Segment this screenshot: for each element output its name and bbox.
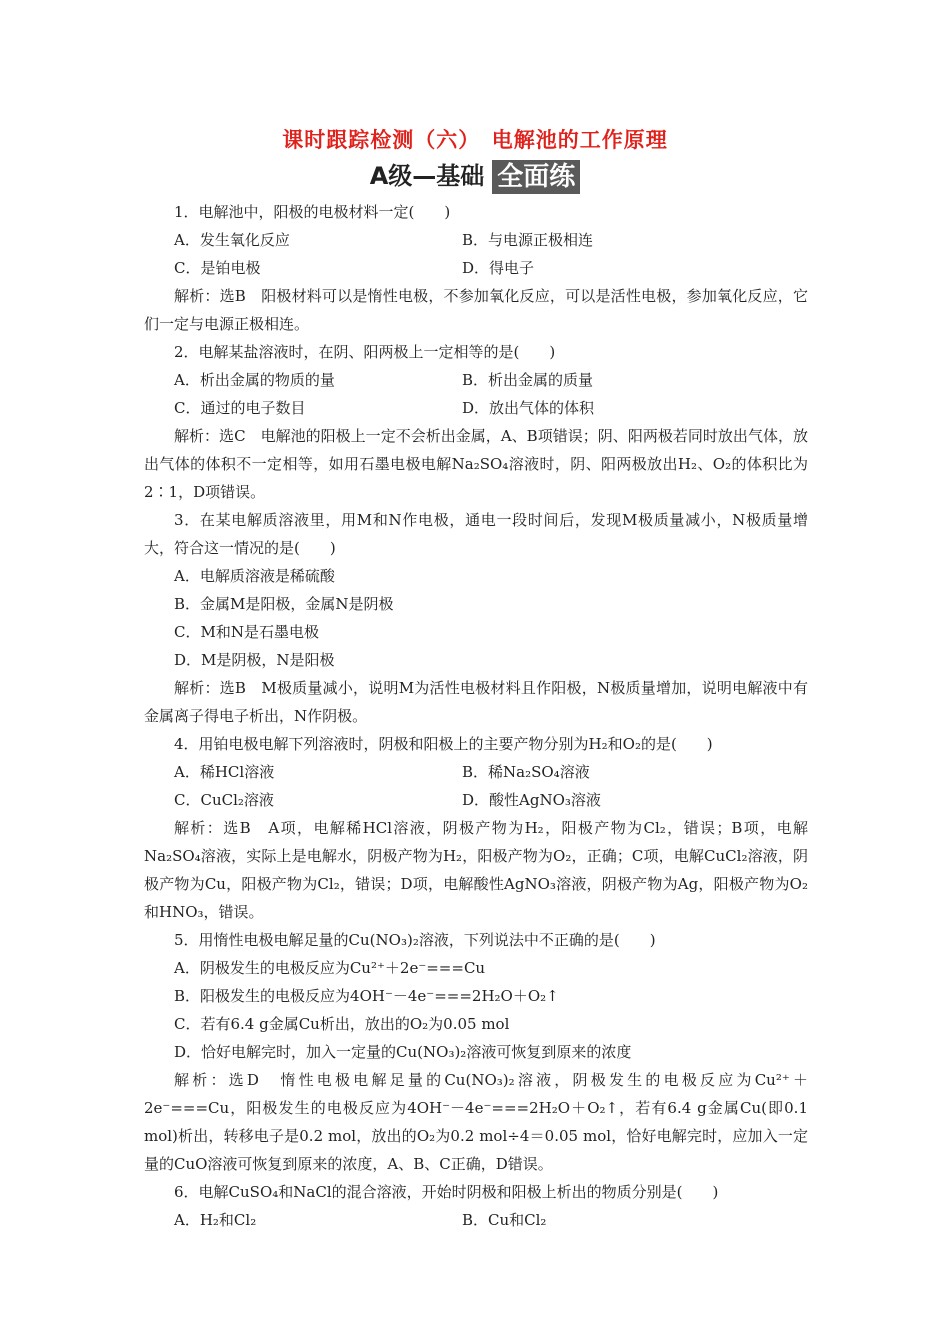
option-b: B．金属M是阳极，金属N是阴极 [174,595,394,613]
question-4-options-row-1 [144,758,808,786]
question-4-stem: 4．用铂电极电解下列溶液时，阴极和阳极上的主要产物分别为H₂和O₂的是( ) [174,735,713,753]
question-4-analysis: 解析：选B A项，电解稀HCl溶液，阴极产物为H₂，阳极产物为Cl₂，错误；B项，电解Na₂SO₄溶液，实际上是电解水，阴极产物为H₂，阳极产物为O₂，正确；C项，电解CuCl₂溶液，阴极产物为Cu，阳极产物为Cl₂，错误；D项，电解酸性AgNO₃溶液，阴极产物为Ag，阳极产物为O₂和HNO₃，错误。 [144,819,808,921]
option-a: A．稀HCl溶液 [174,763,275,781]
question-3-stem: 3．在某电解质溶液里，用M和N作电极，通电一段时间后，发现M极质量减小，N极质量增大，符合这一情况的是( ) [144,511,808,557]
option-b: B．阳极发生的电极反应为4OH⁻－4e⁻===2H₂O＋O₂↑ [174,987,559,1005]
option-d: D．酸性AgNO₃溶液 [462,791,601,809]
option-b: B．Cu和Cl₂ [462,1211,547,1229]
level-prefix: A级—基础 [369,162,485,190]
option-c: C．M和N是石墨电极 [174,623,319,641]
question-3-analysis: 解析：选B M极质量减小，说明M为活性电极材料且作阳极，N极质量增加，说明电解液中有金属离子得电子析出，N作阴极。 [144,679,808,725]
option-d: D．得电子 [462,259,535,277]
option-a: A．发生氧化反应 [174,231,290,249]
level-badge: 全面练 [492,160,580,194]
option-d: D．恰好电解完时，加入一定量的Cu(NO₃)₂溶液可恢复到原来的浓度 [174,1043,632,1061]
option-a: A．析出金属的物质的量 [174,371,335,389]
question-1-stem: 1．电解池中，阳极的电极材料一定( ) [174,203,451,221]
question-5-analysis: 解析：选D 惰性电极电解足量的Cu(NO₃)₂溶液，阴极发生的电极反应为Cu²⁺＋2e⁻===Cu，阳极发生的电极反应为4OH⁻－4e⁻===2H₂O＋O₂↑，若有6.4 g金属Cu(即0.1 mol)析出，转移电子是0.2 mol，放出的O₂为0.2 mol÷4＝0.05 mol，恰好电解完时，应加入一定量的CuO溶液可恢复到原来的浓度，A、B、C正确，D错误。 [144,1071,808,1173]
question-5-stem: 5．用惰性电极电解足量的Cu(NO₃)₂溶液，下列说法中不正确的是( ) [174,931,656,949]
question-2-analysis: 解析：选C 电解池的阳极上一定不会析出金属，A、B项错误；阴、阳两极若同时放出气体，放出气体的体积不一定相等，如用石墨电极电解Na₂SO₄溶液时，阴、阳两极放出H₂、O₂的体积比为2∶1，D项错误。 [144,427,808,501]
question-list [144,198,808,1234]
question-1-analysis: 解析：选B 阳极材料可以是惰性电极，不参加氧化反应，可以是活性电极，参加氧化反应，它们一定与电源正极相连。 [144,287,808,333]
question-2-options-row-2 [144,394,808,422]
option-c: C．CuCl₂溶液 [174,791,274,809]
question-2-options-row-1 [144,366,808,394]
option-b: B．析出金属的质量 [462,371,594,389]
question-2-stem: 2．电解某盐溶液时，在阴、阳两极上一定相等的是( ) [174,343,556,361]
page-title: 课时跟踪检测（六） 电解池的工作原理 [282,128,668,152]
option-c: C．通过的电子数目 [174,399,306,417]
option-a: A．阴极发生的电极反应为Cu²⁺＋2e⁻===Cu [174,959,486,977]
option-a: A．H₂和Cl₂ [174,1211,257,1229]
option-a: A．电解质溶液是稀硫酸 [174,567,335,585]
question-1-options-row-2 [144,254,808,282]
option-b: B．与电源正极相连 [462,231,594,249]
option-c: C．若有6.4 g金属Cu析出，放出的O₂为0.05 mol [174,1015,510,1033]
option-c: C．是铂电极 [174,259,261,277]
question-4-options-row-2 [144,786,808,814]
option-d: D．M是阴极，N是阳极 [174,651,335,669]
option-b: B．稀Na₂SO₄溶液 [462,763,590,781]
section-level-heading [0,156,950,194]
question-6-options-row-1 [144,1206,808,1234]
question-6-stem: 6．电解CuSO₄和NaCl的混合溶液，开始时阴极和阳极上析出的物质分别是( ) [174,1183,719,1201]
option-d: D．放出气体的体积 [462,399,595,417]
question-1-options-row-1 [144,226,808,254]
